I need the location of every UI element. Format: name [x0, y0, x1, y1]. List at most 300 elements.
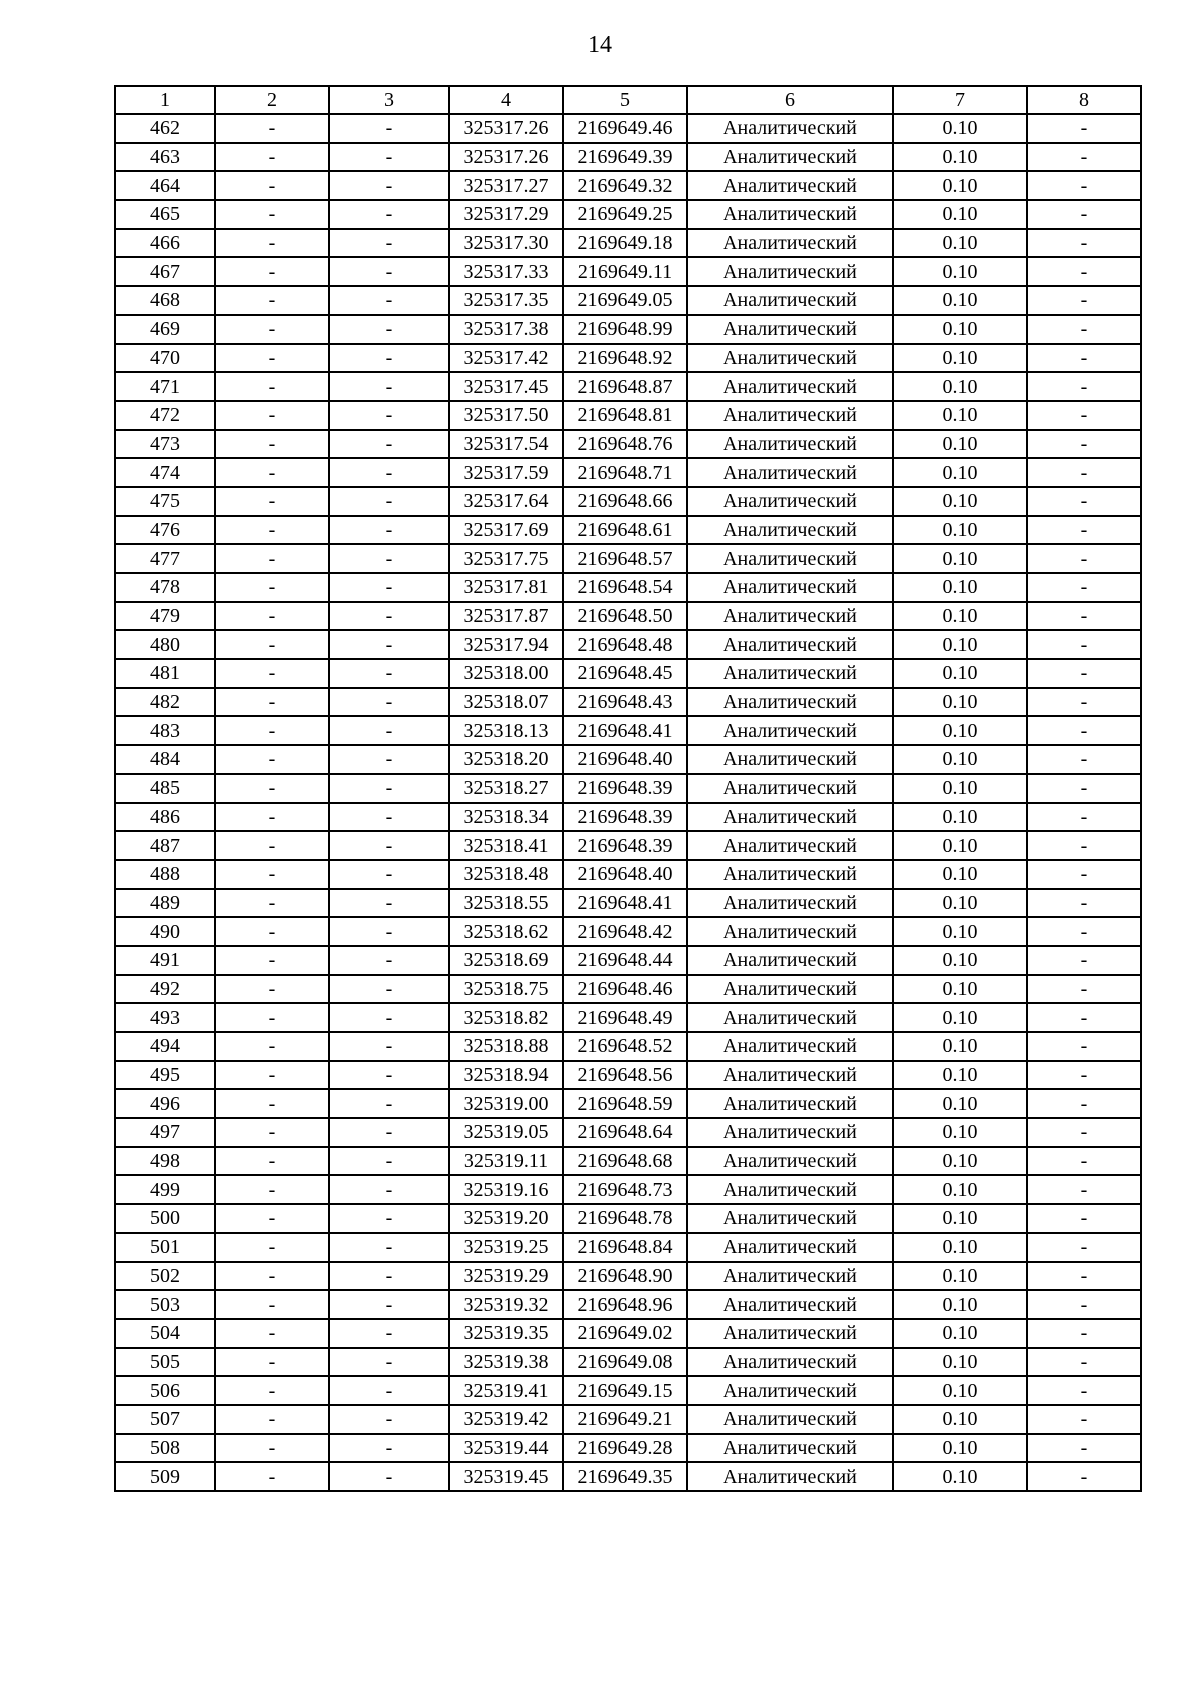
accuracy-cell: 0.10 — [893, 1319, 1027, 1348]
y-coordinate-cell: 2169648.73 — [563, 1175, 687, 1204]
point-number-cell: 497 — [115, 1118, 215, 1147]
column-2-cell: - — [215, 1175, 329, 1204]
column-header-6: 6 — [687, 86, 893, 114]
table-row — [115, 946, 1141, 975]
point-number-cell: 488 — [115, 860, 215, 889]
column-3-cell: - — [329, 458, 449, 487]
table-row — [115, 774, 1141, 803]
column-2-cell: - — [215, 544, 329, 573]
accuracy-cell: 0.10 — [893, 200, 1027, 229]
method-cell: Аналитический — [687, 1376, 893, 1405]
column-8-cell: - — [1027, 716, 1141, 745]
column-8-cell: - — [1027, 430, 1141, 459]
table-row — [115, 745, 1141, 774]
y-coordinate-cell: 2169648.84 — [563, 1233, 687, 1262]
y-coordinate-cell: 2169649.05 — [563, 286, 687, 315]
method-cell: Аналитический — [687, 1003, 893, 1032]
column-2-cell: - — [215, 1348, 329, 1377]
point-number-cell: 500 — [115, 1204, 215, 1233]
column-2-cell: - — [215, 745, 329, 774]
column-3-cell: - — [329, 1262, 449, 1291]
y-coordinate-cell: 2169649.08 — [563, 1348, 687, 1377]
column-3-cell: - — [329, 917, 449, 946]
x-coordinate-cell: 325317.69 — [449, 516, 563, 545]
column-8-cell: - — [1027, 1061, 1141, 1090]
column-2-cell: - — [215, 630, 329, 659]
y-coordinate-cell: 2169648.92 — [563, 344, 687, 373]
column-8-cell: - — [1027, 1290, 1141, 1319]
table-row — [115, 286, 1141, 315]
x-coordinate-cell: 325318.75 — [449, 975, 563, 1004]
table-row — [115, 1003, 1141, 1032]
method-cell: Аналитический — [687, 171, 893, 200]
y-coordinate-cell: 2169649.11 — [563, 257, 687, 286]
column-2-cell: - — [215, 1434, 329, 1463]
table-row — [115, 458, 1141, 487]
y-coordinate-cell: 2169648.76 — [563, 430, 687, 459]
x-coordinate-cell: 325317.27 — [449, 171, 563, 200]
x-coordinate-cell: 325319.25 — [449, 1233, 563, 1262]
point-number-cell: 508 — [115, 1434, 215, 1463]
point-number-cell: 485 — [115, 774, 215, 803]
method-cell: Аналитический — [687, 602, 893, 631]
table-row — [115, 200, 1141, 229]
y-coordinate-cell: 2169648.41 — [563, 716, 687, 745]
y-coordinate-cell: 2169648.40 — [563, 860, 687, 889]
column-3-cell: - — [329, 257, 449, 286]
accuracy-cell: 0.10 — [893, 1434, 1027, 1463]
method-cell: Аналитический — [687, 1204, 893, 1233]
table-row — [115, 1434, 1141, 1463]
method-cell: Аналитический — [687, 716, 893, 745]
column-8-cell: - — [1027, 573, 1141, 602]
point-number-cell: 462 — [115, 114, 215, 143]
column-2-cell: - — [215, 889, 329, 918]
table-row — [115, 171, 1141, 200]
y-coordinate-cell: 2169649.15 — [563, 1376, 687, 1405]
x-coordinate-cell: 325319.45 — [449, 1462, 563, 1491]
column-3-cell: - — [329, 774, 449, 803]
column-3-cell: - — [329, 1319, 449, 1348]
accuracy-cell: 0.10 — [893, 1204, 1027, 1233]
x-coordinate-cell: 325318.34 — [449, 803, 563, 832]
column-8-cell: - — [1027, 1175, 1141, 1204]
point-number-cell: 499 — [115, 1175, 215, 1204]
x-coordinate-cell: 325318.69 — [449, 946, 563, 975]
point-number-cell: 493 — [115, 1003, 215, 1032]
column-header-3: 3 — [329, 86, 449, 114]
method-cell: Аналитический — [687, 200, 893, 229]
y-coordinate-cell: 2169648.44 — [563, 946, 687, 975]
column-2-cell: - — [215, 803, 329, 832]
method-cell: Аналитический — [687, 975, 893, 1004]
table-row — [115, 1147, 1141, 1176]
x-coordinate-cell: 325317.75 — [449, 544, 563, 573]
method-cell: Аналитический — [687, 774, 893, 803]
table-row — [115, 688, 1141, 717]
x-coordinate-cell: 325318.88 — [449, 1032, 563, 1061]
column-3-cell: - — [329, 1032, 449, 1061]
point-number-cell: 486 — [115, 803, 215, 832]
column-header-8: 8 — [1027, 86, 1141, 114]
column-8-cell: - — [1027, 745, 1141, 774]
column-8-cell: - — [1027, 315, 1141, 344]
column-8-cell: - — [1027, 257, 1141, 286]
y-coordinate-cell: 2169648.40 — [563, 745, 687, 774]
method-cell: Аналитический — [687, 745, 893, 774]
accuracy-cell: 0.10 — [893, 803, 1027, 832]
column-3-cell: - — [329, 1204, 449, 1233]
x-coordinate-cell: 325318.07 — [449, 688, 563, 717]
column-header-5: 5 — [563, 86, 687, 114]
column-2-cell: - — [215, 975, 329, 1004]
x-coordinate-cell: 325319.41 — [449, 1376, 563, 1405]
page-number: 14 — [588, 32, 612, 58]
column-8-cell: - — [1027, 1233, 1141, 1262]
y-coordinate-cell: 2169648.66 — [563, 487, 687, 516]
x-coordinate-cell: 325318.55 — [449, 889, 563, 918]
column-2-cell: - — [215, 774, 329, 803]
y-coordinate-cell: 2169649.18 — [563, 229, 687, 258]
table-row — [115, 1233, 1141, 1262]
column-header-4: 4 — [449, 86, 563, 114]
y-coordinate-cell: 2169649.39 — [563, 143, 687, 172]
x-coordinate-cell: 325317.64 — [449, 487, 563, 516]
x-coordinate-cell: 325317.38 — [449, 315, 563, 344]
point-number-cell: 472 — [115, 401, 215, 430]
table-header — [115, 86, 1141, 114]
accuracy-cell: 0.10 — [893, 1290, 1027, 1319]
x-coordinate-cell: 325317.29 — [449, 200, 563, 229]
point-number-cell: 484 — [115, 745, 215, 774]
column-header-2: 2 — [215, 86, 329, 114]
accuracy-cell: 0.10 — [893, 544, 1027, 573]
point-number-cell: 471 — [115, 372, 215, 401]
method-cell: Аналитический — [687, 430, 893, 459]
table-row — [115, 544, 1141, 573]
x-coordinate-cell: 325318.62 — [449, 917, 563, 946]
column-8-cell: - — [1027, 688, 1141, 717]
column-3-cell: - — [329, 544, 449, 573]
point-number-cell: 479 — [115, 602, 215, 631]
accuracy-cell: 0.10 — [893, 1233, 1027, 1262]
column-8-cell: - — [1027, 1147, 1141, 1176]
table-row — [115, 143, 1141, 172]
y-coordinate-cell: 2169648.43 — [563, 688, 687, 717]
table-row — [115, 1262, 1141, 1291]
column-3-cell: - — [329, 803, 449, 832]
point-number-cell: 473 — [115, 430, 215, 459]
column-2-cell: - — [215, 946, 329, 975]
column-2-cell: - — [215, 1061, 329, 1090]
column-8-cell: - — [1027, 229, 1141, 258]
accuracy-cell: 0.10 — [893, 1376, 1027, 1405]
column-3-cell: - — [329, 1462, 449, 1491]
column-8-cell: - — [1027, 1376, 1141, 1405]
y-coordinate-cell: 2169648.41 — [563, 889, 687, 918]
table-row — [115, 487, 1141, 516]
accuracy-cell: 0.10 — [893, 143, 1027, 172]
table-row — [115, 257, 1141, 286]
point-number-cell: 474 — [115, 458, 215, 487]
y-coordinate-cell: 2169649.25 — [563, 200, 687, 229]
method-cell: Аналитический — [687, 1118, 893, 1147]
x-coordinate-cell: 325318.82 — [449, 1003, 563, 1032]
method-cell: Аналитический — [687, 946, 893, 975]
column-8-cell: - — [1027, 803, 1141, 832]
table-row — [115, 831, 1141, 860]
column-3-cell: - — [329, 1175, 449, 1204]
x-coordinate-cell: 325317.30 — [449, 229, 563, 258]
point-number-cell: 464 — [115, 171, 215, 200]
accuracy-cell: 0.10 — [893, 831, 1027, 860]
x-coordinate-cell: 325317.59 — [449, 458, 563, 487]
column-3-cell: - — [329, 630, 449, 659]
column-3-cell: - — [329, 573, 449, 602]
column-3-cell: - — [329, 315, 449, 344]
column-8-cell: - — [1027, 917, 1141, 946]
column-3-cell: - — [329, 860, 449, 889]
x-coordinate-cell: 325319.20 — [449, 1204, 563, 1233]
column-2-cell: - — [215, 1405, 329, 1434]
column-8-cell: - — [1027, 114, 1141, 143]
column-2-cell: - — [215, 716, 329, 745]
column-3-cell: - — [329, 1233, 449, 1262]
y-coordinate-cell: 2169648.54 — [563, 573, 687, 602]
column-2-cell: - — [215, 1233, 329, 1262]
y-coordinate-cell: 2169648.99 — [563, 315, 687, 344]
x-coordinate-cell: 325318.20 — [449, 745, 563, 774]
method-cell: Аналитический — [687, 229, 893, 258]
column-8-cell: - — [1027, 1462, 1141, 1491]
x-coordinate-cell: 325319.42 — [449, 1405, 563, 1434]
column-3-cell: - — [329, 716, 449, 745]
point-number-cell: 467 — [115, 257, 215, 286]
y-coordinate-cell: 2169649.35 — [563, 1462, 687, 1491]
column-2-cell: - — [215, 1290, 329, 1319]
y-coordinate-cell: 2169648.68 — [563, 1147, 687, 1176]
table-row — [115, 430, 1141, 459]
y-coordinate-cell: 2169648.61 — [563, 516, 687, 545]
method-cell: Аналитический — [687, 860, 893, 889]
point-number-cell: 507 — [115, 1405, 215, 1434]
column-8-cell: - — [1027, 630, 1141, 659]
x-coordinate-cell: 325319.05 — [449, 1118, 563, 1147]
accuracy-cell: 0.10 — [893, 372, 1027, 401]
accuracy-cell: 0.10 — [893, 716, 1027, 745]
accuracy-cell: 0.10 — [893, 315, 1027, 344]
accuracy-cell: 0.10 — [893, 171, 1027, 200]
column-2-cell: - — [215, 257, 329, 286]
point-number-cell: 504 — [115, 1319, 215, 1348]
accuracy-cell: 0.10 — [893, 229, 1027, 258]
x-coordinate-cell: 325319.00 — [449, 1089, 563, 1118]
column-2-cell: - — [215, 229, 329, 258]
method-cell: Аналитический — [687, 458, 893, 487]
point-number-cell: 503 — [115, 1290, 215, 1319]
column-3-cell: - — [329, 1405, 449, 1434]
point-number-cell: 496 — [115, 1089, 215, 1118]
method-cell: Аналитический — [687, 659, 893, 688]
column-8-cell: - — [1027, 659, 1141, 688]
column-8-cell: - — [1027, 1032, 1141, 1061]
table-row — [115, 1175, 1141, 1204]
x-coordinate-cell: 325318.41 — [449, 831, 563, 860]
method-cell: Аналитический — [687, 344, 893, 373]
accuracy-cell: 0.10 — [893, 1175, 1027, 1204]
point-number-cell: 463 — [115, 143, 215, 172]
column-2-cell: - — [215, 688, 329, 717]
method-cell: Аналитический — [687, 1147, 893, 1176]
method-cell: Аналитический — [687, 1061, 893, 1090]
x-coordinate-cell: 325317.42 — [449, 344, 563, 373]
column-3-cell: - — [329, 1061, 449, 1090]
point-number-cell: 476 — [115, 516, 215, 545]
accuracy-cell: 0.10 — [893, 1118, 1027, 1147]
column-8-cell: - — [1027, 946, 1141, 975]
column-2-cell: - — [215, 430, 329, 459]
column-2-cell: - — [215, 171, 329, 200]
column-2-cell: - — [215, 1319, 329, 1348]
x-coordinate-cell: 325318.94 — [449, 1061, 563, 1090]
table-body — [115, 114, 1141, 1491]
column-2-cell: - — [215, 1376, 329, 1405]
table-row — [115, 889, 1141, 918]
column-8-cell: - — [1027, 1348, 1141, 1377]
y-coordinate-cell: 2169649.21 — [563, 1405, 687, 1434]
column-8-cell: - — [1027, 1003, 1141, 1032]
column-8-cell: - — [1027, 975, 1141, 1004]
accuracy-cell: 0.10 — [893, 1089, 1027, 1118]
accuracy-cell: 0.10 — [893, 286, 1027, 315]
y-coordinate-cell: 2169648.96 — [563, 1290, 687, 1319]
column-2-cell: - — [215, 401, 329, 430]
coordinates-table — [114, 85, 1142, 1492]
column-3-cell: - — [329, 831, 449, 860]
point-number-cell: 465 — [115, 200, 215, 229]
header-row — [115, 86, 1141, 114]
accuracy-cell: 0.10 — [893, 458, 1027, 487]
column-8-cell: - — [1027, 1204, 1141, 1233]
table-row — [115, 1204, 1141, 1233]
table-row — [115, 344, 1141, 373]
point-number-cell: 469 — [115, 315, 215, 344]
column-2-cell: - — [215, 315, 329, 344]
x-coordinate-cell: 325317.50 — [449, 401, 563, 430]
y-coordinate-cell: 2169648.49 — [563, 1003, 687, 1032]
y-coordinate-cell: 2169648.71 — [563, 458, 687, 487]
column-3-cell: - — [329, 344, 449, 373]
x-coordinate-cell: 325318.48 — [449, 860, 563, 889]
x-coordinate-cell: 325319.32 — [449, 1290, 563, 1319]
y-coordinate-cell: 2169648.59 — [563, 1089, 687, 1118]
method-cell: Аналитический — [687, 1462, 893, 1491]
column-8-cell: - — [1027, 1118, 1141, 1147]
method-cell: Аналитический — [687, 315, 893, 344]
column-2-cell: - — [215, 1147, 329, 1176]
table-row — [115, 1319, 1141, 1348]
y-coordinate-cell: 2169648.48 — [563, 630, 687, 659]
point-number-cell: 477 — [115, 544, 215, 573]
method-cell: Аналитический — [687, 114, 893, 143]
column-2-cell: - — [215, 1089, 329, 1118]
column-8-cell: - — [1027, 344, 1141, 373]
x-coordinate-cell: 325319.16 — [449, 1175, 563, 1204]
column-8-cell: - — [1027, 171, 1141, 200]
y-coordinate-cell: 2169648.39 — [563, 831, 687, 860]
column-3-cell: - — [329, 745, 449, 774]
column-2-cell: - — [215, 372, 329, 401]
column-3-cell: - — [329, 200, 449, 229]
y-coordinate-cell: 2169648.90 — [563, 1262, 687, 1291]
table-row — [115, 1348, 1141, 1377]
method-cell: Аналитический — [687, 1262, 893, 1291]
point-number-cell: 509 — [115, 1462, 215, 1491]
table-row — [115, 372, 1141, 401]
column-3-cell: - — [329, 688, 449, 717]
column-8-cell: - — [1027, 143, 1141, 172]
column-8-cell: - — [1027, 458, 1141, 487]
method-cell: Аналитический — [687, 1233, 893, 1262]
column-8-cell: - — [1027, 544, 1141, 573]
table-row — [115, 1405, 1141, 1434]
x-coordinate-cell: 325319.44 — [449, 1434, 563, 1463]
accuracy-cell: 0.10 — [893, 1462, 1027, 1491]
x-coordinate-cell: 325317.26 — [449, 114, 563, 143]
column-3-cell: - — [329, 516, 449, 545]
y-coordinate-cell: 2169648.39 — [563, 774, 687, 803]
column-3-cell: - — [329, 229, 449, 258]
column-2-cell: - — [215, 659, 329, 688]
table-row — [115, 1089, 1141, 1118]
table-row — [115, 860, 1141, 889]
column-2-cell: - — [215, 516, 329, 545]
accuracy-cell: 0.10 — [893, 917, 1027, 946]
column-2-cell: - — [215, 1262, 329, 1291]
method-cell: Аналитический — [687, 1290, 893, 1319]
column-8-cell: - — [1027, 831, 1141, 860]
x-coordinate-cell: 325319.38 — [449, 1348, 563, 1377]
method-cell: Аналитический — [687, 831, 893, 860]
y-coordinate-cell: 2169648.42 — [563, 917, 687, 946]
column-2-cell: - — [215, 573, 329, 602]
column-2-cell: - — [215, 487, 329, 516]
table-row — [115, 1118, 1141, 1147]
column-3-cell: - — [329, 1434, 449, 1463]
method-cell: Аналитический — [687, 1405, 893, 1434]
point-number-cell: 482 — [115, 688, 215, 717]
column-3-cell: - — [329, 401, 449, 430]
method-cell: Аналитический — [687, 544, 893, 573]
column-3-cell: - — [329, 1089, 449, 1118]
x-coordinate-cell: 325317.54 — [449, 430, 563, 459]
column-8-cell: - — [1027, 1262, 1141, 1291]
method-cell: Аналитический — [687, 630, 893, 659]
column-2-cell: - — [215, 1462, 329, 1491]
accuracy-cell: 0.10 — [893, 344, 1027, 373]
column-3-cell: - — [329, 430, 449, 459]
table-row — [115, 630, 1141, 659]
column-3-cell: - — [329, 975, 449, 1004]
table-row — [115, 1061, 1141, 1090]
accuracy-cell: 0.10 — [893, 860, 1027, 889]
accuracy-cell: 0.10 — [893, 257, 1027, 286]
point-number-cell: 475 — [115, 487, 215, 516]
y-coordinate-cell: 2169648.81 — [563, 401, 687, 430]
point-number-cell: 487 — [115, 831, 215, 860]
y-coordinate-cell: 2169648.87 — [563, 372, 687, 401]
accuracy-cell: 0.10 — [893, 430, 1027, 459]
